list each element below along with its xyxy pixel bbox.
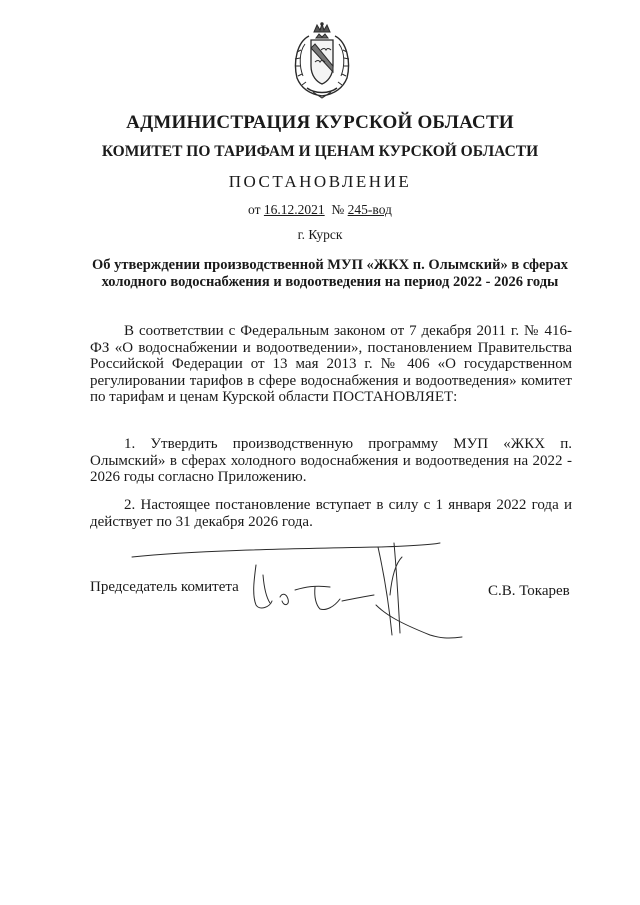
signatory-title: Председатель комитета [90,579,239,595]
date-line [0,202,640,218]
number-prefix: № [331,202,345,217]
document-type: ПОСТАНОВЛЕНИЕ [228,172,412,191]
paragraph-item-1: 1. Утвердить производственную программу МУП «ЖКХ п. Олымский» в сферах холодного водоснабжения и водоотведения на 2022 - 2026 годы согласно Приложению. [90,436,572,485]
signatory-name: С.В. Токарев [488,583,570,599]
coat-of-arms-icon [287,22,357,100]
date-prefix: от [248,202,261,217]
paragraph-item-2: 2. Настоящее постановление вступает в силу с 1 января 2022 года и действует по 31 декабря 2026 года. [90,497,572,530]
document-date: 16.12.2021 [263,202,325,217]
paragraph-preamble: В соответствии с Федеральным законом от 7 декабря 2011 г. № 416-ФЗ «О водоснабжении и водоотведении», постановлением Правительства Российской Федерации от 13 мая 2013 г. № 406 «О государственном регулировании тарифов в сфере водоснабжения и водоотведения» комитет по тарифам и ценам Курской области ПОСТАНОВЛЯЕТ: [90,323,572,405]
document-number: 245-вод [347,202,392,217]
committee-title: КОМИТЕТ ПО ТАРИФАМ И ЦЕНАМ КУРСКОЙ ОБЛАСТИ [101,143,539,160]
city: г. Курск [297,227,343,242]
administration-title: АДМИНИСТРАЦИЯ КУРСКОЙ ОБЛАСТИ [126,112,514,133]
document-subject: Об утверждении производственной МУП «ЖКХ п. Олымский» в сферах холодного водоснабжения и водоотведения на период 2022 - 2026 годы [91,257,569,290]
